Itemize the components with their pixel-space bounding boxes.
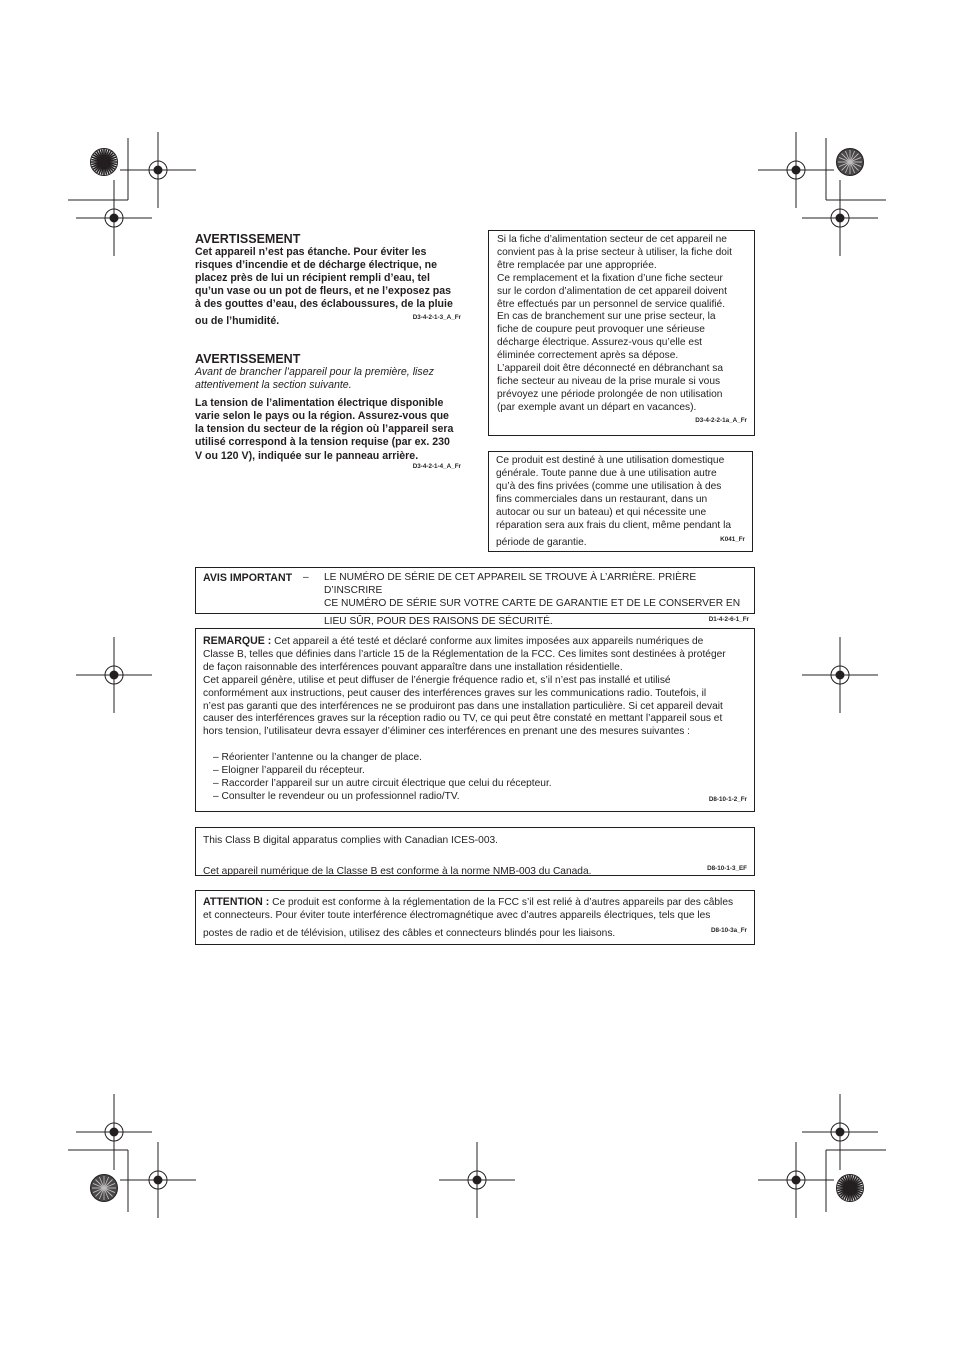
notice-line: être effectués par un personnel de service qualifié.	[497, 298, 726, 310]
warning-heading: AVERTISSEMENT	[195, 232, 301, 246]
notice-line: LE NUMÉRO DE SÉRIE DE CET APPAREIL SE TROUVE À L’ARRIÈRE. PRIÈRE D’INSCRIRE	[324, 572, 697, 596]
notice-line: fiche de coupure peut provoquer une sérieuse	[497, 324, 705, 336]
warning-text-line: La tension de l’alimentation électrique disponible	[195, 397, 444, 410]
notice-line: En cas de branchement sur une prise secteur, la	[497, 311, 716, 323]
notice-line	[203, 635, 747, 649]
notice-line: réparation sera aux frais du client, même pendant la	[496, 519, 732, 531]
notice-line: et connecteurs. Pour éviter toute interférence électromagnétique avec d’autres appareils électriques, tels que les	[203, 909, 711, 921]
notice-line: fins commerciales dans un restaurant, dans un	[496, 493, 708, 505]
notice-line: (par exemple avant un départ en vacances).	[497, 401, 697, 413]
notice-label: AVIS IMPORTANT	[203, 572, 293, 584]
notice-line	[203, 896, 747, 910]
notice-dash: –	[303, 572, 309, 583]
notice-line: L’appareil doit être déconnecté en débranchant sa	[497, 363, 723, 375]
notice-line: Classe B, telles que définies dans l’article 15 de la Réglementation de la FCC. Ces limites sont destinées à protéger	[203, 648, 726, 660]
warning-text-line: varie selon le pays ou la région. Assurez-vous que	[195, 410, 449, 423]
list-item: – Eloigner l’appareil du récepteur.	[213, 765, 365, 777]
warning-text-line: la tension du secteur de la région où l’appareil sera	[195, 423, 454, 436]
notice-line: LIEU SÛR, POUR DES RAISONS DE SÉCURITÉ.	[324, 615, 553, 627]
notice-line: éliminée correctement après sa dépose.	[497, 350, 679, 362]
document-code: D3-4-2-1-3_A_Fr	[412, 314, 461, 322]
notice-line: période de garantie.	[496, 537, 587, 549]
notice-line: prévoyez une période prolongée de non utilisation	[497, 388, 723, 400]
notice-line: Cet appareil génère, utilise et peut diffuser de l’énergie fréquence radio et, s’il n’est pas installé et utilisé	[203, 674, 671, 686]
notice-line: conformément aux instructions, peut causer des interférences graves sur les communications radio. Toutefois, il	[203, 687, 707, 699]
notice-label: ATTENTION :	[203, 896, 270, 908]
warning-text-line: Cet appareil n’est pas étanche. Pour éviter les	[195, 246, 427, 258]
warning-text-line: ou de l’humidité.	[195, 315, 280, 328]
interference-measures-list	[203, 752, 747, 804]
notice-line: autocar ou sur un bateau) et qui nécessite une	[496, 506, 707, 518]
fcc-cable-attention-notice	[195, 890, 755, 945]
domestic-use-notice	[488, 451, 753, 552]
warning-intro-line: Avant de brancher l’appareil pour la première, lisez	[195, 366, 434, 378]
warning-text-line: utilisé correspond à la tension requise (par ex. 230	[195, 436, 450, 449]
document-code: K041_Fr	[720, 536, 745, 544]
document-code: D8-10-1-2_Fr	[708, 795, 747, 803]
notice-first-line: Cet appareil a été testé et déclaré conforme aux limites imposées aux appareils numériques de	[271, 636, 704, 647]
notice-line: CE NUMÉRO DE SÉRIE SUR VOTRE CARTE DE GARANTIE ET DE LE CONSERVER EN	[324, 597, 741, 609]
plug-replacement-notice	[488, 230, 755, 436]
notice-line: hors tension, l’utilisateur devra essayer d’éliminer ces interférences en prenant une des mesures suivantes :	[203, 726, 690, 738]
list-item-text: – Consulter le revendeur ou un professionnel radio/TV.	[213, 790, 460, 802]
fcc-remark-notice	[195, 628, 755, 812]
document-code: D3-4-2-1-4_A_Fr	[412, 462, 461, 470]
notice-line: sur le cordon d’alimentation de cet appareil doivent	[497, 285, 727, 297]
warning-text-line: à des gouttes d’eau, des éclaboussures, de la pluie	[195, 298, 453, 311]
warning-heading: AVERTISSEMENT	[195, 352, 301, 366]
warning-section-waterproof	[195, 232, 461, 329]
notice-line: Si la fiche d’alimentation secteur de cet appareil ne	[497, 234, 727, 245]
list-item: – Réorienter l’antenne ou la changer de place.	[213, 752, 422, 764]
notice-line: convient pas à la prise secteur à utiliser, la fiche doit	[497, 246, 733, 258]
notice-first-line: Ce produit est conforme à la réglementation de la FCC s’il est relié à d’autres appareils par des câbles	[269, 897, 734, 908]
notice-line: être remplacée par une appropriée.	[497, 259, 657, 271]
document-code: D1-4-2-6-1_Fr	[708, 615, 749, 623]
notice-line: Ce produit est destiné à une utilisation domestique	[496, 455, 725, 466]
notice-line: qu’à des fins privées (comme une utilisation à des	[496, 480, 722, 492]
warning-text-line: V ou 120 V), indiquée sur le panneau arrière.	[195, 449, 419, 462]
notice-label: REMARQUE :	[203, 635, 272, 647]
notice-line: postes de radio et de télévision, utilisez des câbles et connecteurs blindés pour les liaisons.	[203, 927, 616, 939]
notice-line: générale. Toute panne due à une utilisation autre	[496, 467, 717, 479]
warning-text-line: qu’un vase ou un pot de fleurs, et ne l’exposez pas	[195, 285, 452, 298]
warning-section-voltage	[195, 352, 461, 471]
warning-text-line: placez près de lui un récipient rempli d’eau, tel	[195, 272, 430, 285]
document-code: D3-4-2-2-1a_A_Fr	[695, 416, 747, 424]
document-code: D8-10-1-3_EF	[707, 864, 747, 872]
notice-line: Ce remplacement et la fixation d’une fiche secteur	[497, 272, 723, 284]
notice-line: causer des interférences graves sur la réception radio ou TV, ce qui peut être constaté en mettant l’appareil sous et	[203, 713, 723, 725]
serial-number-notice	[195, 567, 755, 627]
document-code: D8-10-3a_Fr	[710, 926, 747, 934]
notice-line-en: This Class B digital apparatus complies with Canadian ICES-003.	[203, 835, 499, 846]
notice-line: décharge électrique. Assurez-vous qu’elle est	[497, 337, 702, 349]
notice-line-fr: Cet appareil numérique de la Classe B est conforme à la norme NMB-003 du Canada.	[203, 865, 592, 877]
list-item	[213, 791, 747, 804]
notice-line: de façon raisonnable des interférences pouvant apparaître dans une installation résidentielle.	[203, 661, 623, 673]
notice-line: fiche secteur au niveau de la prise murale si vous	[497, 375, 721, 387]
warning-text-line: risques d’incendie et de décharge électrique, ne	[195, 259, 437, 272]
warning-intro-line: attentivement la section suivante.	[195, 379, 352, 392]
list-item: – Raccorder l’appareil sur un autre circuit électrique que celui du récepteur.	[213, 778, 552, 790]
notice-line: n’est pas garanti que des interférences ne se produiront pas dans une installation particulière. Si cet appareil devait	[203, 700, 723, 712]
canada-compliance-notice	[195, 827, 755, 876]
